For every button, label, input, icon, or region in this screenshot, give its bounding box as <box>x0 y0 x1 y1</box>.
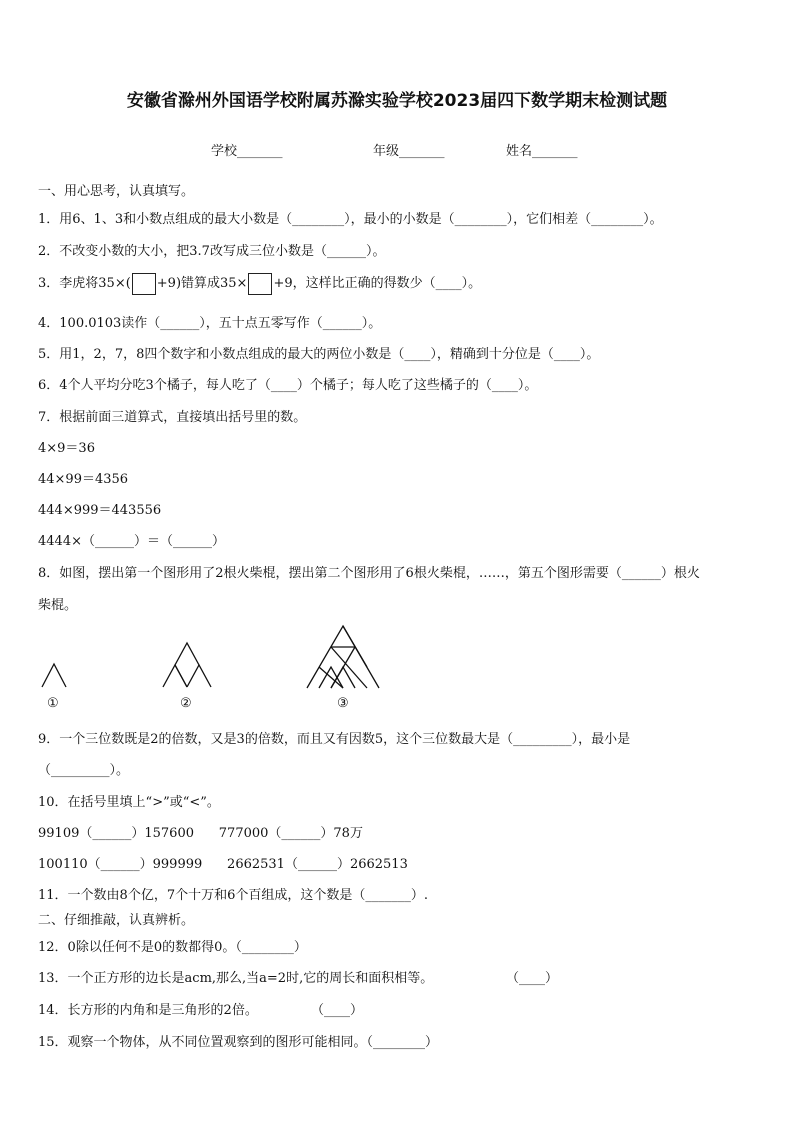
question-8-line-2: 柴棍。 <box>38 598 78 613</box>
matchstick-figure-3 <box>307 626 379 688</box>
question-13-blank: （____） <box>506 971 559 986</box>
question-14-blank: （____） <box>311 1003 364 1018</box>
equation-line: 444×999＝443556 <box>38 503 162 518</box>
question-3-part-b: +9)错算成35× <box>156 276 248 291</box>
equation-line: 44×99＝4356 <box>38 472 129 487</box>
question-10-line-2: 100110（______）999999 2662531（______）2662513 <box>38 857 408 872</box>
figure-label-2: ② <box>180 696 192 711</box>
matchstick-figure-2 <box>163 665 187 687</box>
question-6: 6．4个人平均分吃3个橘子，每人吃了（____）个橘子；每人吃了这些橘子的（____）。 <box>38 378 538 393</box>
question-9-line-1: 9．一个三位数既是2的倍数，又是3的倍数，而且又有因数5，这个三位数最大是（_________），最小是 <box>38 732 631 747</box>
question-9-line-2: （_________）。 <box>38 763 130 778</box>
question-3-part-a: 3．李虎将35×( <box>38 276 131 291</box>
equation-line: 4×9＝36 <box>38 441 95 456</box>
section-heading-2: 二、仔细推敲，认真辨析。 <box>38 913 195 928</box>
question-10-line-1: 99109（______）157600 777000（______）78万 <box>38 826 363 841</box>
question-12: 12．0除以任何不是0的数都得0。（________） <box>38 940 307 955</box>
school-field: 学校_______ <box>211 144 283 159</box>
name-field: 姓名_______ <box>506 144 578 159</box>
question-4: 4．100.0103读作（______），五十点五零写作（______）。 <box>38 316 382 331</box>
question-5: 5．用1，2，7，8四个数字和小数点组成的最大的两位小数是（____），精确到十分位是（____）。 <box>38 347 600 362</box>
question-15: 15．观察一个物体，从不同位置观察到的图形可能相同。（________） <box>38 1035 439 1050</box>
question-8-line-1: 8．如图，摆出第一个图形用了2根火柴棍，摆出第二个图形用了6根火柴棍，……，第五个图形需要（______）根火 <box>38 566 700 581</box>
question-3-part-c: +9，这样比正确的得数少（____）。 <box>273 276 482 291</box>
figure-label-1: ① <box>47 696 59 711</box>
section-heading-1: 一、用心思考，认真填写。 <box>38 184 195 199</box>
question-13: 13．一个正方形的边长是acm,那么,当a=2时,它的周长和面积相等。 <box>38 971 434 986</box>
grade-field: 年级_______ <box>373 144 445 159</box>
figure-label-3: ③ <box>337 696 349 711</box>
question-11: 11．一个数由8个亿，7个十万和6个百组成，这个数是（_______）. <box>38 888 428 903</box>
page-title: 安徽省滁州外国语学校附属苏滁实验学校2023届四下数学期末检测试题 <box>126 91 668 111</box>
equation-line: 4444×（______）＝（______） <box>38 534 225 549</box>
question-7-stem: 7．根据前面三道算式，直接填出括号里的数。 <box>38 410 307 425</box>
question-1: 1．用6、1、3和小数点组成的最大小数是（________），最小的小数是（________），它们相差（________）。 <box>38 212 663 227</box>
question-14: 14．长方形的内角和是三角形的2倍。 <box>38 1003 258 1018</box>
question-10-stem: 10．在括号里填上“>”或“<”。 <box>38 795 220 810</box>
matchstick-figure-1 <box>42 664 66 687</box>
question-2: 2．不改变小数的大小，把3.7改写成三位小数是（______）。 <box>38 244 386 259</box>
